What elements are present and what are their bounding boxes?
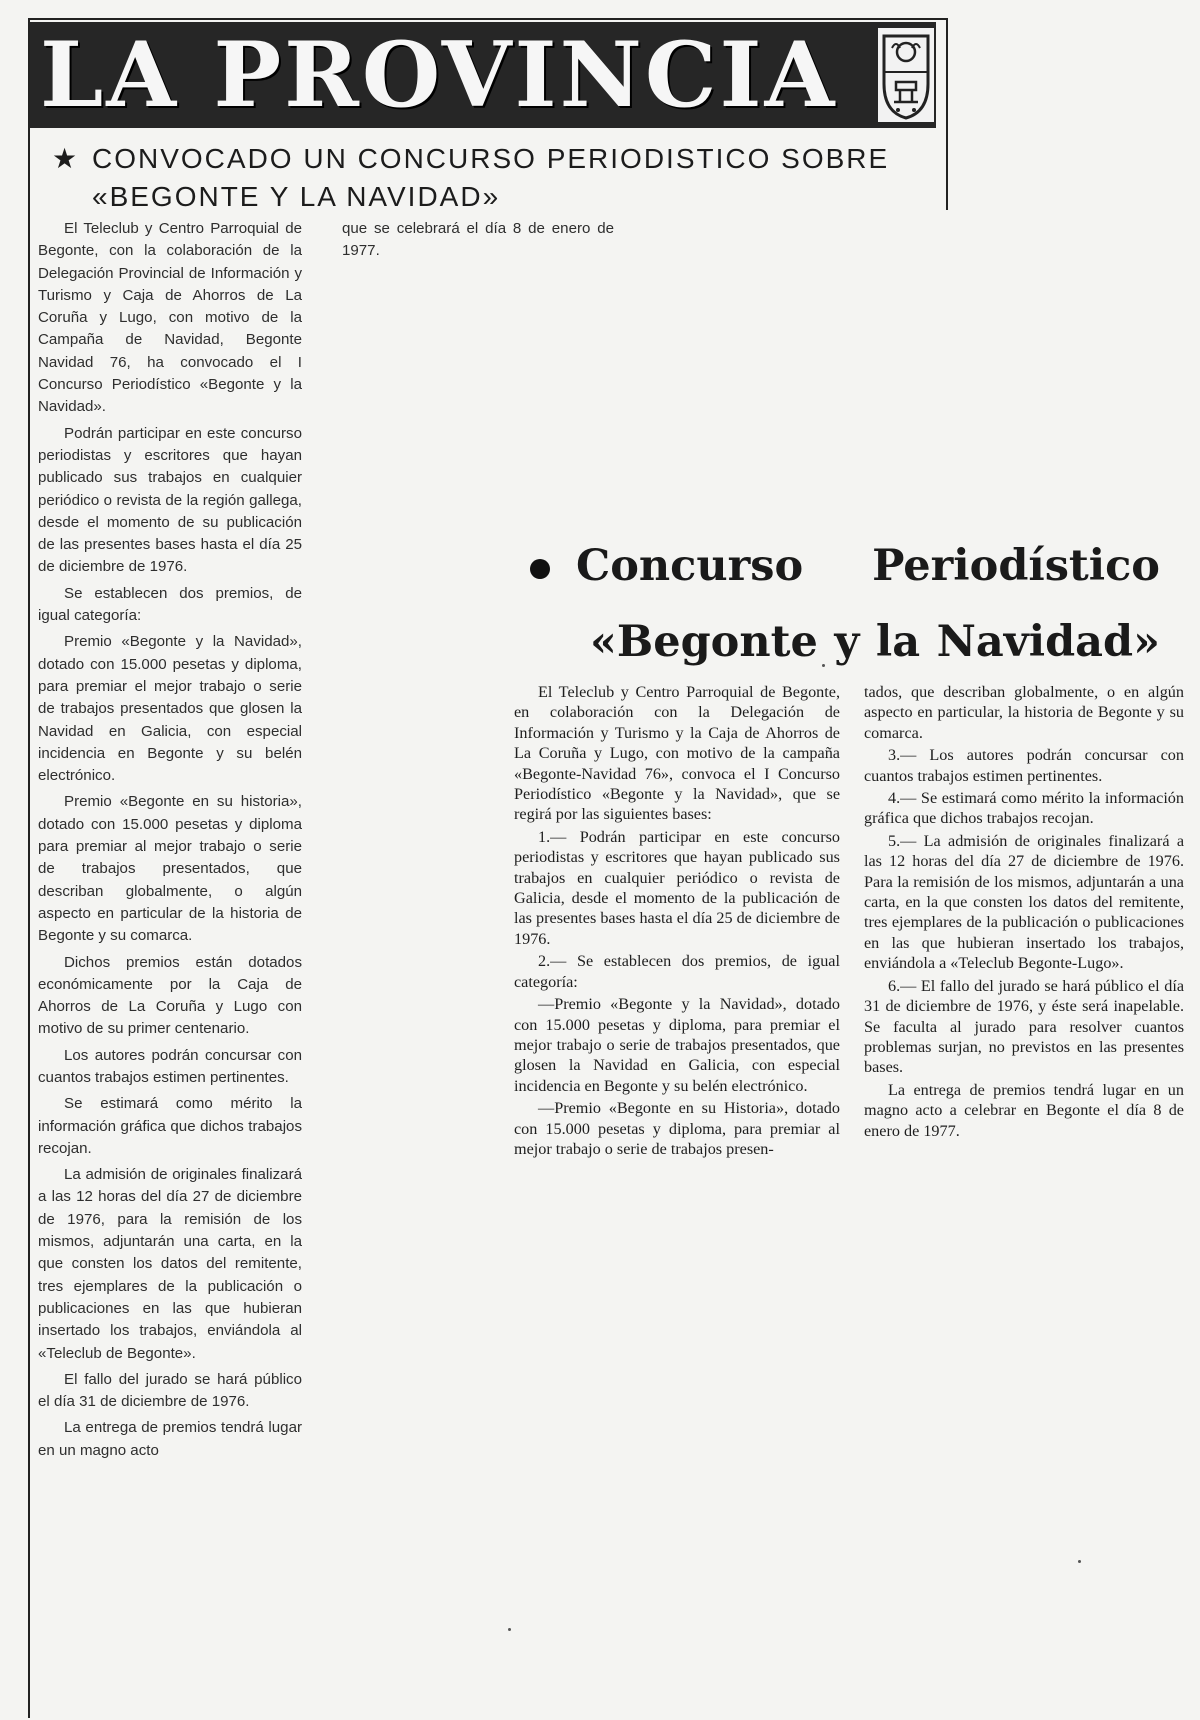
right-article-column-2: [864, 682, 1184, 1143]
right-article-headline: [530, 528, 1160, 680]
left-article-column-1: [38, 218, 302, 1466]
right-headline-word: «Begonte: [590, 617, 818, 667]
left-headline-line-2: «BEGONTE Y LA NAVIDAD»: [92, 181, 501, 212]
right-paragraph: 5.— La admisión de originales finalizará a las 12 horas del día 27 de diciembre de 1976. Para la remisión de los mismos, adjuntarán a una carta, en la que consten los datos del remitente, tres ejemplares de la publicación o publicaciones en las que hubieran insertado los trabajos, enviándola a «Teleclub Begonte-Lugo».: [864, 831, 1184, 973]
scan-speck: [508, 1628, 511, 1631]
left-paragraph: Se estimará como mérito la información gráfica que dichos trabajos recojan.: [38, 1095, 302, 1157]
left-paragraph: Dichos premios están dotados económicamente por la Caja de Ahorros de La Coruña y Lugo con motivo de su primer centenario.: [38, 953, 302, 1038]
left-paragraph: La admisión de originales finalizará a las 12 horas del día 27 de diciembre de 1976, para la remisión de los mismos, adjuntarán una carta, en la que consten los datos del remitente, tres ejemplares de la publicación o publicaciones en las que hubieran insertado los trabajos, enviándola al «Teleclub de Begonte».: [38, 1166, 302, 1362]
clipping-left-rule: [28, 18, 30, 1718]
right-paragraph: tados, que describan globalmente, o en algún aspecto en particular, la historia de Begonte y su comarca.: [864, 683, 1184, 742]
right-headline-word: y: [834, 617, 860, 667]
right-headline-word: Periodístico: [872, 541, 1160, 591]
right-paragraph: —Premio «Begonte y la Navidad», dotado con 15.000 pesetas y diploma, para premiar el mejor trabajo o serie de trabajos presentados, que glosen la Navidad en Galicia, con especial incidencia en Begonte y su belén electrónico.: [514, 995, 840, 1095]
right-headline-word: la: [875, 617, 921, 667]
right-headline-word: Navidad»: [936, 617, 1160, 667]
masthead-title: LA PROVINCIA: [40, 22, 838, 128]
left-paragraph: Los autores podrán concursar con cuantos trabajos estimen pertinentes.: [38, 1046, 302, 1086]
clipping-top-rule: [28, 18, 948, 20]
left-headline-line-1: CONVOCADO UN CONCURSO PERIODISTICO SOBRE: [92, 143, 890, 174]
right-paragraph: 3.— Los autores podrán concursar con cuantos trabajos estimen pertinentes.: [864, 746, 1184, 785]
right-headline-word: Concurso: [576, 541, 804, 591]
coat-of-arms-icon: [878, 28, 934, 122]
left-paragraph: Premio «Begonte y la Navidad», dotado con 15.000 pesetas y diploma, para premiar el mejor trabajo o serie de trabajos presentados que glosen la Navidad en Galicia, con especial incidencia en Begonte y su belén electrónico.: [38, 633, 302, 785]
left-paragraph: El fallo del jurado se hará público el día 31 de diciembre de 1976.: [38, 1370, 302, 1411]
right-paragraph: 4.— Se estimará como mérito la información gráfica que dichos trabajos recojan.: [864, 789, 1184, 828]
right-article-column-1: [514, 682, 840, 1161]
right-paragraph: 6.— El fallo del jurado se hará público el día 31 de diciembre de 1976, y éste será inapelable. Se faculta al jurado para resolver cuantos problemas surjan, no previstos en las presentes bases.: [864, 976, 1184, 1077]
right-paragraph: 2.— Se establecen dos premios, de igual categoría:: [514, 952, 840, 991]
star-bullet-icon: ★: [52, 143, 80, 174]
right-paragraph: 1.— Podrán participar en este concurso periodistas y escritores que hayan publicado sus trabajos en cualquier periódico o revista de Galicia, desde el momento de la publicación de las presentes bases hasta el día 25 de diciembre de 1976.: [514, 827, 840, 948]
right-paragraph: La entrega de premios tendrá lugar en un magno acto a celebrar en Begonte el día 8 de enero de 1977.: [864, 1080, 1184, 1140]
left-paragraph: La entrega de premios tendrá lugar en un magno acto: [38, 1419, 302, 1459]
left-paragraph: Se establecen dos premios, de igual categoría:: [38, 584, 302, 625]
left-continuation-text: que se celebrará el día 8 de enero de 1977.: [342, 220, 614, 260]
left-paragraph: El Teleclub y Centro Parroquial de Begonte, con la colaboración de la Delegación Provincial de Información y Turismo y Caja de Ahorros de La Coruña y Lugo, con motivo de la Campaña de Navidad, Begonte Navidad 76, ha convocado el I Concurso Periodístico «Begonte y la Navidad».: [38, 220, 302, 416]
masthead: [30, 22, 936, 128]
headline-box-right-rule: [946, 18, 948, 210]
right-paragraph: —Premio «Begonte en su Historia», dotado con 15.000 pesetas y diploma, para premiar al mejor trabajo o serie de trabajos presen-: [514, 1099, 840, 1158]
left-article-column-2: [342, 218, 614, 263]
left-paragraph: Premio «Begonte en su historia», dotado con 15.000 pesetas y diploma para premiar al mejor trabajo o serie de trabajos presentados, que describan globalmente, o algún aspecto en particular de la historia de Begonte y su comarca.: [38, 793, 302, 945]
left-paragraph: Podrán participar en este concurso periodistas y escritores que hayan publicado sus trabajos en cualquier periódico o revista de la región gallega, desde el momento de su publicación de las presentes bases hasta el día 25 de diciembre de 1976.: [38, 424, 302, 576]
scan-speck: [822, 664, 825, 667]
scan-speck: [1078, 1560, 1081, 1563]
right-paragraph: El Teleclub y Centro Parroquial de Begonte, en colaboración con la Delegación de Información y Turismo y la Caja de Ahorros de La Coruña y Lugo, con motivo de la campaña «Begonte-Navidad 76», convoca el I Concurso Periodístico «Begonte y la Navidad», que se regirá por las siguientes bases:: [514, 683, 840, 824]
left-article-headline: [52, 140, 932, 216]
round-bullet-icon: [530, 559, 550, 579]
